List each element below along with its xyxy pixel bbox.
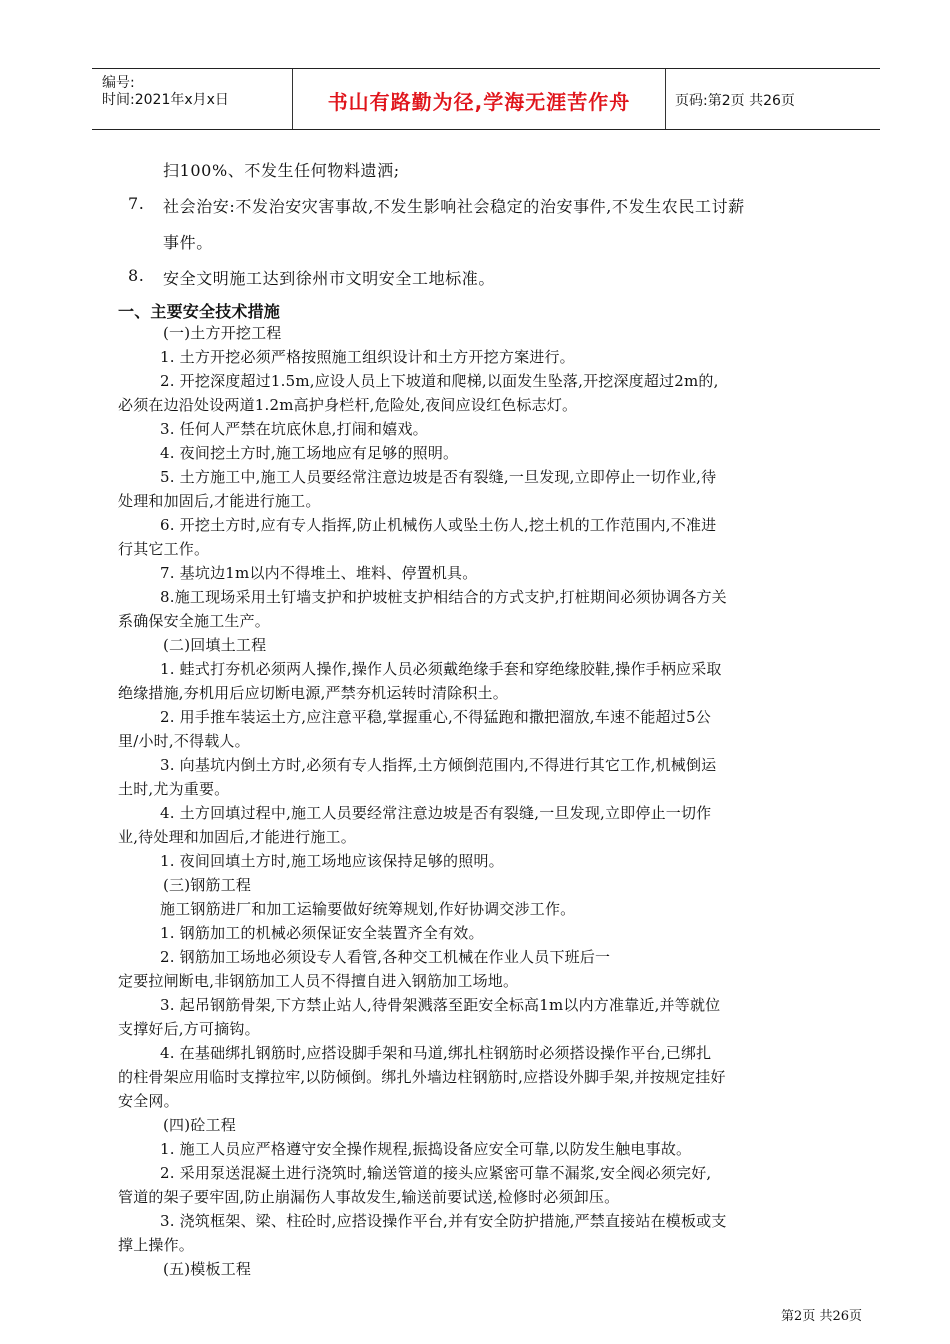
text-line: 5. 土方施工中,施工人员要经常注意边坡是否有裂缝,一旦发现,立即停止一切作业,待 xyxy=(160,468,717,486)
list-number: 8. xyxy=(128,266,145,285)
text-line: 定要拉闸断电,非钢筋加工人员不得擅自进入钢筋加工场地。 xyxy=(118,972,519,990)
text-line: 1. 施工人员应严格遵守安全操作规程,振捣设备应安全可靠,以防发生触电事故。 xyxy=(160,1140,692,1158)
text-line: 行其它工作。 xyxy=(118,540,210,558)
text-line: 2. 开挖深度超过1.5m,应设人员上下坡道和爬梯,以面发生坠落,开挖深度超过2m的, xyxy=(160,372,719,390)
text-line: 2. 钢筋加工场地必须设专人看管,各种交工机械在作业人员下班后一 xyxy=(160,948,611,966)
subsection-heading: (一)土方开挖工程 xyxy=(163,324,282,342)
text-line: 1. 蛙式打夯机必须两人操作,操作人员必须戴绝缘手套和穿绝缘胶鞋,操作手柄应采取 xyxy=(160,660,722,678)
page-number-label: 页码:第2页 共26页 xyxy=(675,93,795,109)
text-line: 3. 任何人严禁在坑底休息,打闹和嬉戏。 xyxy=(160,420,428,438)
motto: 书山有路勤为径,学海无涯苦作舟 xyxy=(327,90,631,114)
text-line: 4. 夜间挖土方时,施工场地应有足够的照明。 xyxy=(160,444,459,462)
text-line: 业,待处理和加固后,才能进行施工。 xyxy=(118,828,356,846)
text-line: 8.施工现场采用土钉墙支护和护坡桩支护相结合的方式支护,打桩期间必须协调各方关 xyxy=(160,588,727,606)
text-line: 安全文明施工达到徐州市文明安全工地标准。 xyxy=(163,269,496,288)
text-line: 土时,尤为重要。 xyxy=(118,780,230,798)
text-line: 管道的架子要牢固,防止崩漏伤人事故发生,输送前要试送,检修时必须卸压。 xyxy=(118,1188,620,1206)
number-label: 编号: xyxy=(102,75,135,91)
text-line: 1. 土方开挖必须严格按照施工组织设计和土方开挖方案进行。 xyxy=(160,348,575,366)
subsection-heading: (四)砼工程 xyxy=(163,1116,236,1134)
text-line: 4. 土方回填过程中,施工人员要经常注意边坡是否有裂缝,一旦发现,立即停止一切作 xyxy=(160,804,712,822)
subsection-heading: (三)钢筋工程 xyxy=(163,876,252,894)
text-line: 社会治安:不发治安灾害事故,不发生影响社会稳定的治安事件,不发生农民工讨薪 xyxy=(163,197,745,216)
text-line: 4. 在基础绑扎钢筋时,应搭设脚手架和马道,绑扎柱钢筋时必须搭设操作平台,已绑扎 xyxy=(160,1044,712,1062)
text-line: 1. 钢筋加工的机械必须保证安全装置齐全有效。 xyxy=(160,924,484,942)
section-heading: 一、主要安全技术措施 xyxy=(118,302,281,321)
text-line: 2. 用手推车装运土方,应注意平稳,掌握重心,不得猛跑和撒把溜放,车速不能超过5公 xyxy=(160,708,711,726)
text-line: 施工钢筋进厂和加工运输要做好统筹规划,作好协调交涉工作。 xyxy=(160,900,576,918)
list-number: 7. xyxy=(128,194,145,213)
text-line: 扫100%、不发生任何物料遗洒; xyxy=(163,161,400,180)
text-line: 撑上操作。 xyxy=(118,1236,195,1254)
text-line: 系确保安全施工生产。 xyxy=(118,612,271,630)
text-line: 3. 浇筑框架、梁、柱砼时,应搭设操作平台,并有安全防护措施,严禁直接站在模板或支 xyxy=(160,1212,727,1230)
text-line: 处理和加固后,才能进行施工。 xyxy=(118,492,321,510)
text-line: 3. 起吊钢筋骨架,下方禁止站人,待骨架溅落至距安全标高1m以内方准靠近,并等就位 xyxy=(160,996,721,1014)
text-line: 3. 向基坑内倒土方时,必须有专人指挥,土方倾倒范围内,不得进行其它工作,机械倒运 xyxy=(160,756,717,774)
text-line: 安全网。 xyxy=(118,1092,179,1110)
page-footer: 第2页 共26页 xyxy=(781,1309,862,1324)
text-line: 绝缘措施,夯机用后应切断电源,严禁夯机运转时清除积土。 xyxy=(118,684,508,702)
subsection-heading: (二)回填土工程 xyxy=(163,636,267,654)
text-line: 里/小时,不得载人。 xyxy=(118,732,250,750)
time-label: 时间:2021年x月x日 xyxy=(102,92,229,108)
text-line: 2. 采用泵送混凝土进行浇筑时,输送管道的接头应紧密可靠不漏浆,安全阀必须完好, xyxy=(160,1164,712,1182)
text-line: 支撑好后,方可摘钩。 xyxy=(118,1020,260,1038)
text-line: 6. 开挖土方时,应有专人指挥,防止机械伤人或坠土伤人,挖土机的工作范围内,不准进 xyxy=(160,516,717,534)
text-line: 的柱骨架应用临时支撑拉牢,以防倾倒。绑扎外墙边柱钢筋时,应搭设外脚手架,并按规定挂好 xyxy=(118,1068,726,1086)
text-line: 必须在边沿处设两道1.2m高护身栏杆,危险处,夜间应设红色标志灯。 xyxy=(118,396,578,414)
subsection-heading: (五)模板工程 xyxy=(163,1260,252,1278)
text-line: 7. 基坑边1m以内不得堆土、堆料、停置机具。 xyxy=(160,564,478,582)
text-line: 事件。 xyxy=(163,233,213,252)
text-line: 1. 夜间回填土方时,施工场地应该保持足够的照明。 xyxy=(160,852,504,870)
